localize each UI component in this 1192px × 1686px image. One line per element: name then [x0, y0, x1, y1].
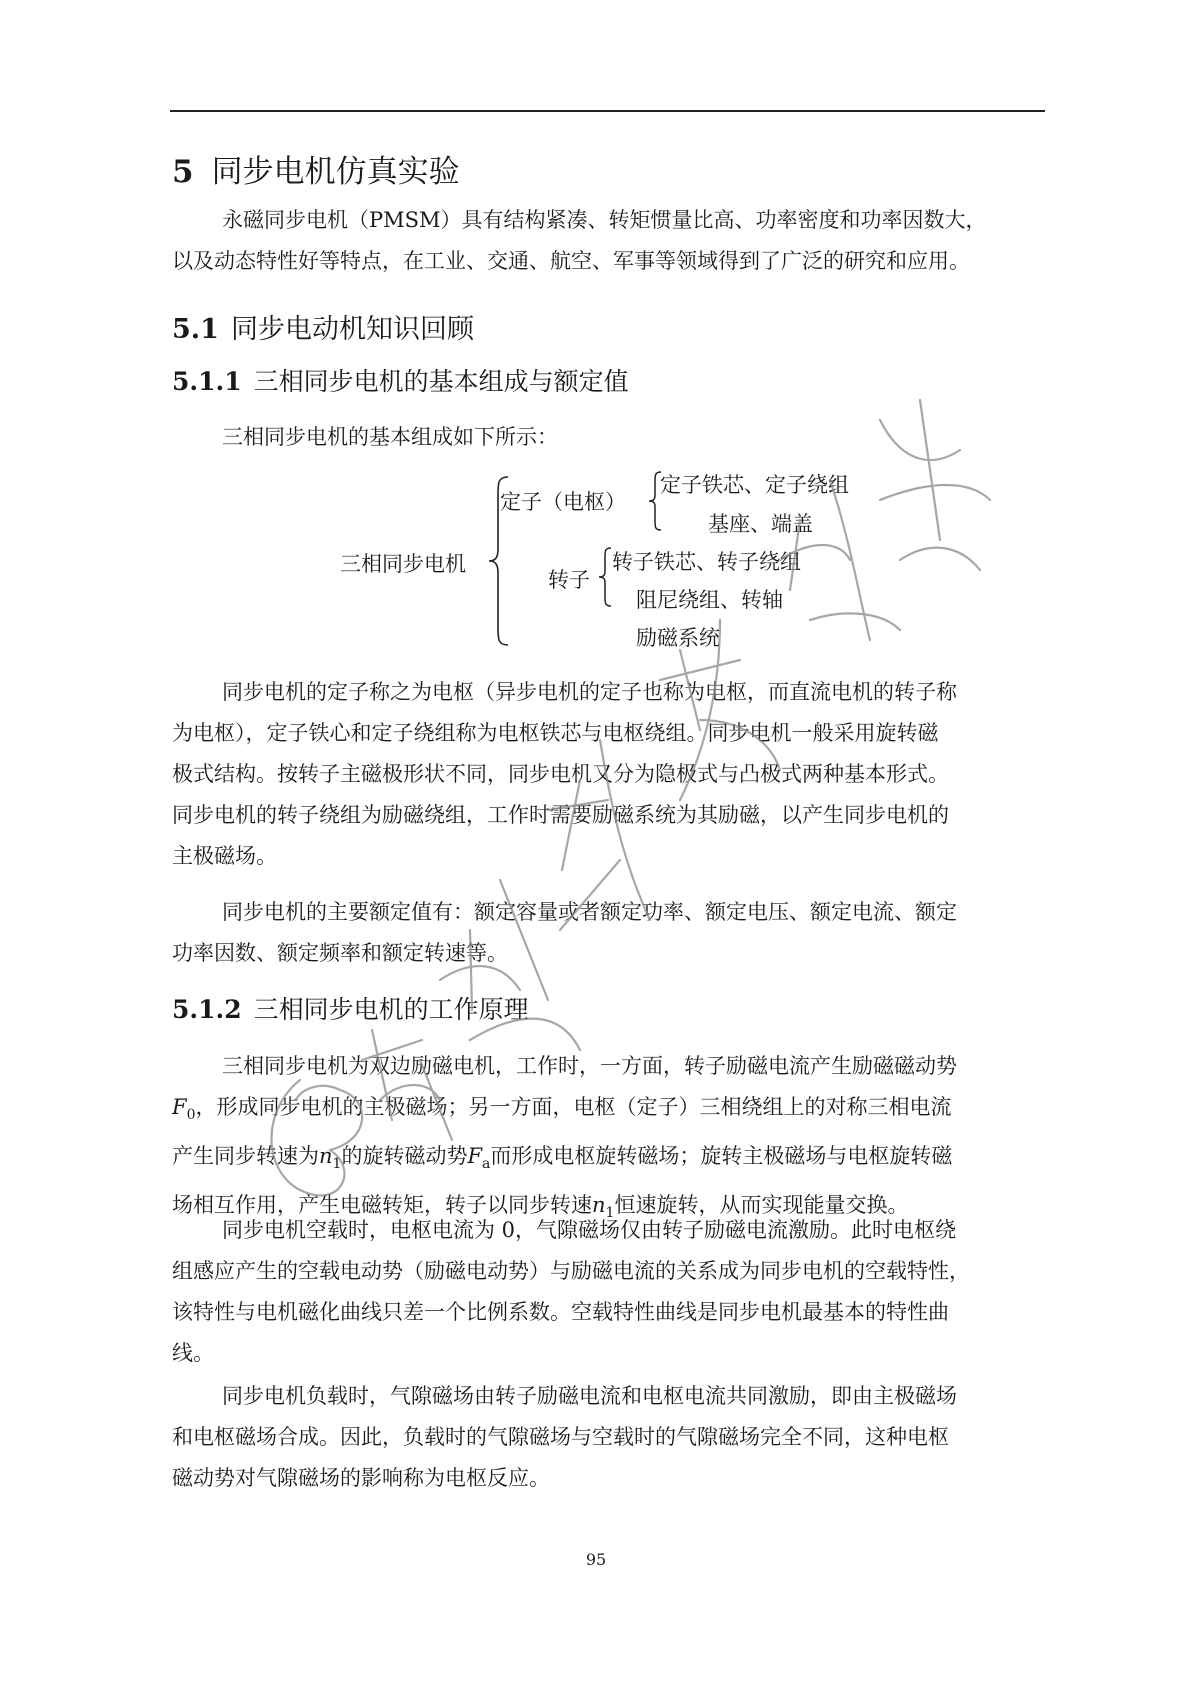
- tree-stator: 定子（电枢）: [500, 490, 626, 514]
- text-line: 同步电机空载时，电枢电流为 0，气隙磁场仅由转子励磁电流激励。此时电枢绕: [222, 1218, 957, 1242]
- subsection-heading-2: [172, 990, 529, 1026]
- tree-stator-item-2: 基座、端盖: [708, 512, 813, 536]
- intro-paragraph: [172, 200, 1044, 282]
- text-line: 线。: [172, 1341, 214, 1365]
- section-number: 5.1: [172, 314, 219, 345]
- text-line: 三相同步电机为双边励磁电机，工作时，一方面，转子励磁电流产生励磁磁动势: [222, 1054, 957, 1078]
- text-line: 同步电机的定子称之为电枢（异步电机的定子也称为电枢，而直流电机的转子称: [222, 680, 957, 704]
- text-line: 场相互作用，产生电磁转矩，转子以同步转速$n_1$恒速旋转，从而实现能量交换。: [172, 1193, 909, 1222]
- tree-stator-item-1: 定子铁芯、定子绕组: [660, 473, 849, 497]
- text-line: 该特性与电机磁化曲线只差一个比例系数。空载特性曲线是同步电机最基本的特性曲: [172, 1300, 949, 1324]
- text-line: 产生同步转速为$n_1$的旋转磁动势$F_a$而形成电枢旋转磁场；旋转主极磁场与电枢旋转磁: [172, 1144, 953, 1173]
- text-line: 主极磁场。: [172, 844, 277, 868]
- math-symbol: $n_1$: [592, 1193, 615, 1222]
- text-line: 以及动态特性好等特点，在工业、交通、航空、军事等领域得到了广泛的研究和应用。: [172, 249, 970, 273]
- subsection-heading-1: [172, 362, 629, 398]
- text-line: $F_0$，形成同步电机的主极磁场；另一方面，电枢（定子）三相绕组上的对称三相电流: [172, 1095, 952, 1124]
- ratings-paragraph: [172, 892, 1044, 974]
- armature-paragraph: [172, 672, 1044, 877]
- chapter-heading: [172, 146, 460, 191]
- principle-paragraph: [172, 1046, 1044, 1235]
- chapter-title: 同步电机仿真实验: [211, 154, 460, 190]
- text-line: 为电枢），定子铁心和定子绕组称为电枢铁芯与电枢绕组。同步电机一般采用旋转磁: [172, 721, 939, 745]
- section-heading: [172, 307, 474, 346]
- load-paragraph: [172, 1376, 1044, 1499]
- subsection-number: 5.1.1: [172, 367, 242, 396]
- text-line: 磁动势对气隙磁场的影响称为电枢反应。: [172, 1466, 550, 1490]
- text-line: 组感应产生的空载电动势（励磁电动势）与励磁电流的关系成为同步电机的空载特性，: [172, 1259, 970, 1283]
- tree-rotor: 转子: [548, 568, 590, 592]
- subsection-number: 5.1.2: [172, 995, 242, 1024]
- subsection-title: 三相同步电机的工作原理: [253, 995, 529, 1024]
- section-title: 同步电动机知识回顾: [230, 314, 474, 345]
- text-line: 功率因数、额定频率和额定转速等。: [172, 941, 508, 965]
- math-symbol: $n_1$: [319, 1144, 342, 1173]
- text-line: 同步电机的主要额定值有：额定容量或者额定功率、额定电压、额定电流、额定: [222, 900, 957, 924]
- text-line: 和电枢磁场合成。因此，负载时的气隙磁场与空载时的气隙磁场完全不同，这种电枢: [172, 1425, 949, 1449]
- text-line: 同步电机负载时，气隙磁场由转子励磁电流和电枢电流共同激励，即由主极磁场: [222, 1384, 957, 1408]
- text-line: 同步电机的转子绕组为励磁绕组，工作时需要励磁系统为其励磁，以产生同步电机的: [172, 803, 949, 827]
- composition-intro: [172, 417, 1044, 458]
- page-number: 95: [585, 1550, 607, 1569]
- tree-rotor-item-2: 阻尼绕组、转轴: [636, 588, 783, 612]
- text-line: 永磁同步电机（PMSM）具有结构紧凑、转矩惯量比高、功率密度和功率因数大，: [222, 208, 987, 232]
- math-symbol: $F_a$: [467, 1144, 491, 1173]
- tree-excitation: 励磁系统: [636, 626, 720, 650]
- tree-root: 三相同步电机: [340, 552, 466, 576]
- header-rule: [170, 110, 1045, 112]
- subsection-title: 三相同步电机的基本组成与额定值: [253, 367, 629, 396]
- math-symbol: $F_0$: [172, 1095, 196, 1124]
- tree-rotor-item-1: 转子铁芯、转子绕组: [612, 550, 801, 574]
- noload-paragraph: [172, 1210, 1044, 1374]
- text-line: 极式结构。按转子主磁极形状不同，同步电机又分为隐极式与凸极式两种基本形式。: [172, 762, 949, 786]
- text-line: 三相同步电机的基本组成如下所示：: [222, 425, 558, 449]
- chapter-number: 5: [172, 154, 194, 190]
